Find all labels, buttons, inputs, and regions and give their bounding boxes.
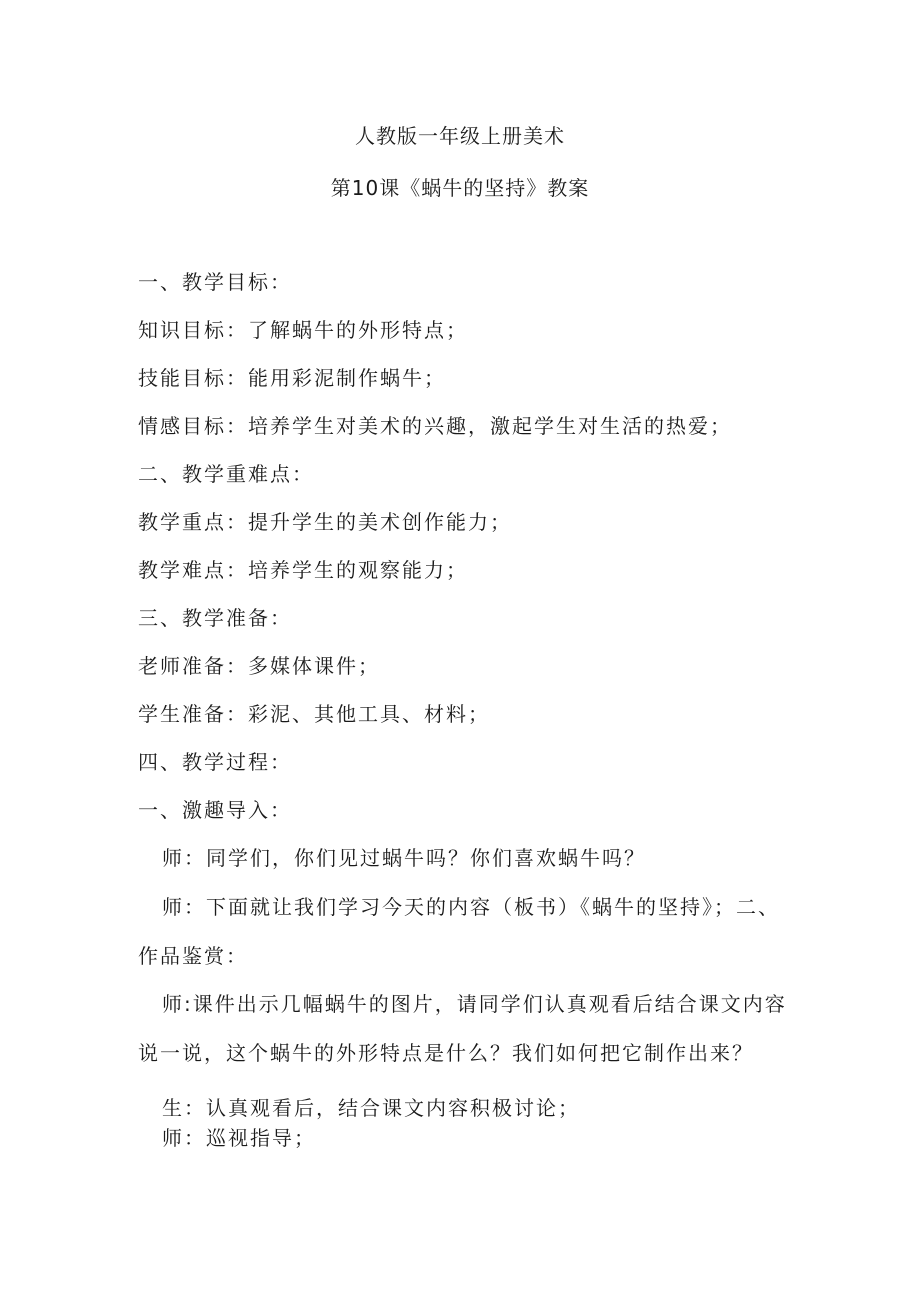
- section-heading-key-points: 二、教学重难点：: [138, 462, 314, 486]
- paragraph-line: 学生准备：彩泥、其他工具、材料；: [138, 702, 490, 726]
- paragraph-line: 生：认真观看后，结合课文内容积极讨论；: [162, 1096, 580, 1120]
- paragraph-line: 情感目标：培养学生对美术的兴趣，激起学生对生活的热爱；: [138, 414, 732, 438]
- paragraph-line: 师:课件出示几幅蜗牛的图片，请同学们认真观看后结合课文内容: [162, 992, 787, 1016]
- paragraph-line: 知识目标：了解蜗牛的外形特点；: [138, 318, 468, 342]
- paragraph-line: 技能目标：能用彩泥制作蜗牛；: [138, 366, 446, 390]
- section-heading-objectives: 一、教学目标：: [138, 270, 292, 294]
- paragraph-line: 老师准备：多媒体课件；: [138, 654, 380, 678]
- paragraph-line: 师：巡视指导；: [162, 1126, 316, 1150]
- paragraph-line: 师：同学们，你们见过蜗牛吗？你们喜欢蜗牛吗？: [162, 846, 646, 870]
- paragraph-line: 师：下面就让我们学习今天的内容（板书）《蜗牛的坚持》；二、: [162, 895, 780, 919]
- section-heading-preparation: 三、教学准备：: [138, 606, 292, 630]
- section-heading-process: 四、教学过程：: [138, 750, 292, 774]
- paragraph-line: 作品鉴赏：: [138, 944, 248, 968]
- paragraph-line: 说一说，这个蜗牛的外形特点是什么？我们如何把它制作出来？: [138, 1041, 754, 1065]
- document-title-line1: 人教版一年级上册美术: [355, 124, 565, 148]
- subsection-heading-intro: 一、激趣导入：: [138, 798, 292, 822]
- paragraph-line: 教学难点：培养学生的观察能力；: [138, 558, 468, 582]
- document-title-line2: 第10课《蜗牛的坚持》教案: [330, 176, 590, 200]
- paragraph-line: 教学重点：提升学生的美术创作能力；: [138, 510, 512, 534]
